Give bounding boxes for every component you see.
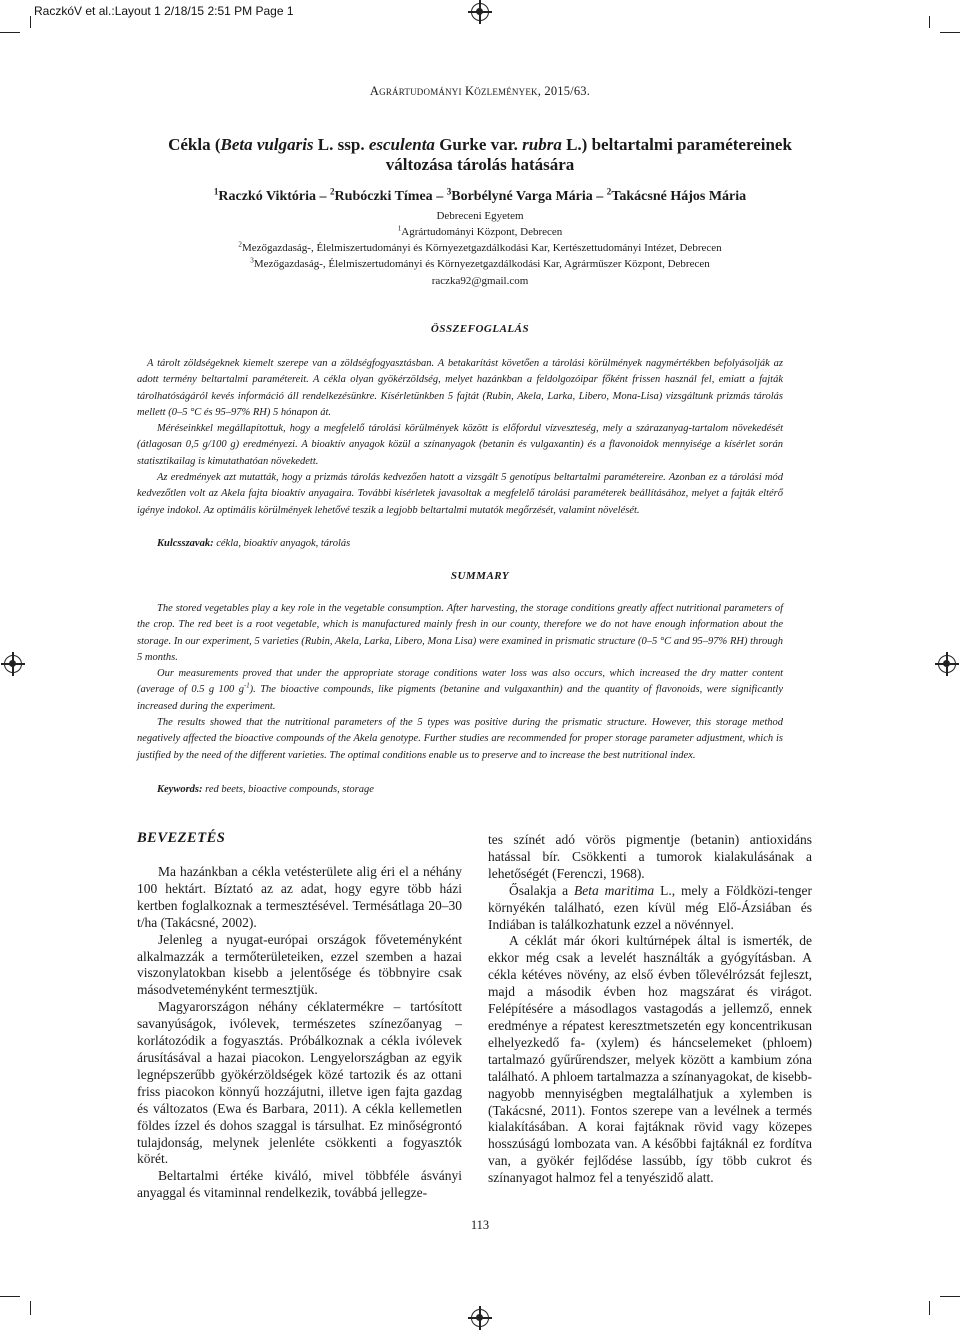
summary-sup: -1 bbox=[243, 682, 250, 690]
title-text: Cékla ( bbox=[168, 135, 221, 154]
right-column bbox=[488, 832, 812, 1187]
affiliation-1 bbox=[60, 224, 900, 240]
kulcsszavak-line bbox=[157, 538, 350, 549]
affil-sup: 3 bbox=[250, 256, 254, 265]
left-column bbox=[137, 864, 462, 1202]
affiliation-university: Debreceni Egyetem bbox=[436, 210, 524, 222]
registration-mark-icon bbox=[938, 655, 956, 673]
body-text: L., mely a Földközi-tenger környékén található, ezen kívül még Elő-Ázsiában és Indiában is találkozhatunk ezzel a növénnyel. bbox=[488, 882, 812, 932]
crop-mark bbox=[0, 32, 20, 33]
title-text: L.) beltartalmi paramétereinek bbox=[561, 135, 792, 154]
journal-header bbox=[0, 84, 960, 99]
author-name: Takácsné Hájos Mária bbox=[611, 189, 747, 204]
author-affil-sup: 2 bbox=[606, 186, 612, 197]
summary-heading: SUMMARY bbox=[450, 570, 510, 582]
abstract-paragraph: The results showed that the nutritional parameters of the 5 types was positive during the prismatic structure. However, this storage method negatively affected the bioactive compounds of the Akela genotype. Further studies are recommended for proper storage parameter adjustment, which is justified by the need of the different varieties. The optimal conditions enable us to preserve and to increase the best nutritional index. bbox=[137, 717, 783, 761]
affiliation-2 bbox=[60, 240, 900, 256]
bevezetes-heading: BEVEZETÉS bbox=[137, 830, 226, 846]
page-number: 113 bbox=[470, 1218, 490, 1232]
journal-issue: , 2015/63. bbox=[537, 84, 591, 98]
crop-mark bbox=[929, 16, 930, 28]
title-text: L. ssp. bbox=[313, 135, 369, 154]
title-text: esculenta bbox=[368, 135, 435, 154]
kulcsszavak-text: cékla, bioaktív anyagok, tárolás bbox=[213, 538, 351, 549]
title-text: Beta vulgaris bbox=[220, 135, 314, 154]
body-paragraph: Beltartalmi értéke kiváló, mivel többféle ásványi anyaggal és vitaminnal rendelkezik, továbbá jellegze- bbox=[137, 1168, 462, 1201]
body-paragraph: A céklát már ókori kultúrnépek által is ismerték, de ekkor még csak a levelét használták a gyógyításban. A cékla kétéves növény, az első évben tőlevélrózsát fejleszt, majd a második évben hoz magszárat és virágot. Felépítésére a másodlagos vastagodás a jellemző, ennek eredménye a répatest keresztmetszetén egy koncentrikusan elhelyezkedő fa- (xylem) és háncselemeket (phloem) tartalmazó gyűrűrendszer, melyek között a kambium zóna található. A phloem tartalmazza a színanyagokat, de kisebb-nagyobb mennyiségben megtalálhatjuk a xylemben is (Takácsné, 2011). Fontos szerepe van a levélnek a termés kialakításában. A korai fajtáknak rövid vagy közepes hosszúságú lombozata van. A későbbi fajtáknál ez fordítva van, a gyökér fejlődése lassúbb, így több cukrot és színanyagot halmoz fel a tenyészidő alatt. bbox=[488, 933, 812, 1186]
abstract-paragraph: Az eredmények azt mutatták, hogy a prizmás tárolás kedvezően hatott a vizsgált 5 genotípus beltartalmi paramétereire. Azonban ez a tárolási mód kedvezőtlen volt az Akela fajta bioaktív anyagaira. További kísérletek javasoltak a megfelelő tárolási paraméterek beállításához, melyet a fajták eltérő igénye indokol. Az optimális körülmények lehetővé teszik a legjobb beltartalmi mutatók megőrzését, valamint növelését. bbox=[137, 472, 783, 516]
print-slug: RaczkóV et al.:Layout 1 2/18/15 2:51 PM Page 1 bbox=[34, 4, 294, 18]
affil-sup: 2 bbox=[238, 240, 242, 249]
osszefoglalas-heading: ÖSSZEFOGLALÁS bbox=[430, 323, 530, 335]
keywords-label: Keywords: bbox=[157, 784, 203, 795]
crop-mark bbox=[0, 1296, 20, 1297]
kulcsszavak-label: Kulcsszavak: bbox=[157, 538, 214, 549]
crop-mark bbox=[940, 32, 960, 33]
body-paragraph: Magyarországon néhány céklatermékre – tartósított savanyúságok, ivólevek, természetes színezőanyag – korlátozódik a fogyasztás. Próbálkoznak a cékla ivólevek árusításával a hazai piacokon. Lengyelországban az egyik legnépszerűbb gyökérzöldségek közé tartozik és az ottani friss piacokon könnyű hozzájutni, illetve igen fajta gazdag és változatos (Ewa és Barbara, 2011). A cékla kellemetlen földes ízzel és dohos szaggal is társulhat. Ez minőségrontó tulajdonság, melynek jelenléte csökkenti a fogyasztók körét. bbox=[137, 999, 462, 1167]
author-separator: – bbox=[432, 189, 447, 204]
registration-mark-icon bbox=[471, 1309, 489, 1327]
keywords-line bbox=[157, 784, 374, 795]
author-separator: – bbox=[316, 189, 330, 204]
summary-text: Our measurements proved that under the appropriate storage conditions water loss was also occurs, which increased the dry matter content (average of 0.5 g 100 g bbox=[137, 668, 783, 696]
title-text: rubra bbox=[522, 135, 562, 154]
author-list bbox=[60, 186, 900, 205]
body-paragraph: tes színét adó vörös pigmentje (betanin) antioxidáns hatással bír. Csökkenti a tumorok kialakulásának a lehetőségét (Ferenczi, 1968). bbox=[488, 832, 812, 881]
body-paragraph: Jelenleg a nyugat-európai országok főveteményként alkalmazzák a termőterületeiken, ezzel szemben a hazai viszonylatokban kisebb a jelentősége és többnyire csak másodveteményként termesztjük. bbox=[137, 931, 462, 998]
author-name: Rubóczki Tímea bbox=[334, 189, 433, 204]
title-text: Gurke var. bbox=[434, 135, 523, 154]
summary-text: ). The bioactive compounds, like pigments (betanine and vulgaxanthin) and the quantity of flavonoids, were significantly increased during the experiment. bbox=[137, 684, 784, 712]
affil-text: Mezőgazdaság-, Élelmiszertudományi és Környezetgazdálkodási Kar, Kertészettudományi Intézet, Debrecen bbox=[241, 242, 722, 254]
author-affil-sup: 2 bbox=[330, 186, 335, 197]
author-affil-sup: 3 bbox=[446, 186, 452, 197]
journal-name: Agrártudományi Közlemények bbox=[369, 84, 538, 98]
author-separator: – bbox=[592, 189, 607, 204]
crop-mark bbox=[929, 1301, 930, 1315]
abstract-paragraph: A tárolt zöldségeknek kiemelt szerepe van a zöldségfogyasztásban. A betakarítást követően a tárolási körülmények nagymértékben befolyásolják az adott termény beltartalmi paramétereit. A cékla olyan gyökérzöldség, melyet hazánkban a feldolgozóipar főként frissen használ fel, emiatt a fajták tárolhatóságáról kevés információ áll rendelkezésünkre. Kísérletünkben 5 fajtát (Rubin, Akela, Larka, Libero, Mona-Lisa) vizsgáltunk prizmás tárolás mellett (0–5 °C és 95–97% RH) 5 hónapon át. bbox=[137, 358, 783, 418]
abstract-paragraph: The stored vegetables play a key role in the vegetable consumption. After harvesting, the storage conditions greatly affect nutritional parameters of the crop. The red beet is a root vegetable, which is manufactured mainly fresh in our county, therefore we do not have enough information about the storage. In our experiment, 5 varieties (Rubin, Akela, Larka, Libero, Mona Lisa) were examined in prismatic structure (0–5 °C and 95–97% RH) through 5 months. bbox=[137, 603, 783, 663]
registration-mark-icon bbox=[4, 655, 22, 673]
crop-mark bbox=[30, 1301, 31, 1315]
author-name: Borbélyné Varga Mária bbox=[451, 189, 593, 204]
title-text: változása tárolás hatására bbox=[385, 155, 575, 174]
species-name: Beta maritima bbox=[574, 882, 655, 898]
crop-mark bbox=[30, 16, 31, 28]
osszefoglalas-body bbox=[137, 356, 783, 519]
author-affil-sup: 1 bbox=[213, 186, 219, 197]
affil-sup: 1 bbox=[397, 224, 402, 233]
crop-mark bbox=[940, 1296, 960, 1297]
abstract-paragraph: Méréseinkkel megállapítottuk, hogy a megfelelő tárolási körülmények között is előfordul vízveszteség, mely a szárazanyag-tartalom növekedését (átlagosan 0,5 g/100 g) eredményezi. A bioaktív anyagok közül a színanyagok (betanin és vulgaxantin) és a flavonoidok mennyisége a kísérlet során statisztikailag is kimutathatóan növekedett. bbox=[137, 423, 783, 467]
summary-body bbox=[137, 601, 783, 764]
article-title bbox=[120, 135, 840, 175]
affil-text: Mezőgazdaság-, Élelmiszertudományi és Környezetgazdálkodási Kar, Agrárműszer Központ, Debrecen bbox=[253, 258, 710, 270]
body-paragraph bbox=[488, 883, 812, 934]
author-name: Raczkó Viktória bbox=[218, 189, 316, 204]
affiliation-3 bbox=[60, 256, 900, 272]
affil-text: Agrártudományi Központ, Debrecen bbox=[401, 226, 563, 238]
registration-mark-icon bbox=[471, 3, 489, 21]
email-link[interactable]: raczka92@gmail.com bbox=[431, 275, 529, 287]
body-paragraph: Ma hazánkban a cékla vetésterülete alig éri el a néhány 100 hektárt. Bíztató az az adat, hogy egyre több házi kertben foglalkoznak a termesztésével. Termésátlaga 20–30 t/ha (Takácsné, 2002). bbox=[137, 864, 462, 930]
abstract-paragraph bbox=[137, 666, 783, 715]
keywords-text: red beets, bioactive compounds, storage bbox=[202, 784, 374, 795]
body-text: Ősalakja a bbox=[509, 882, 575, 898]
